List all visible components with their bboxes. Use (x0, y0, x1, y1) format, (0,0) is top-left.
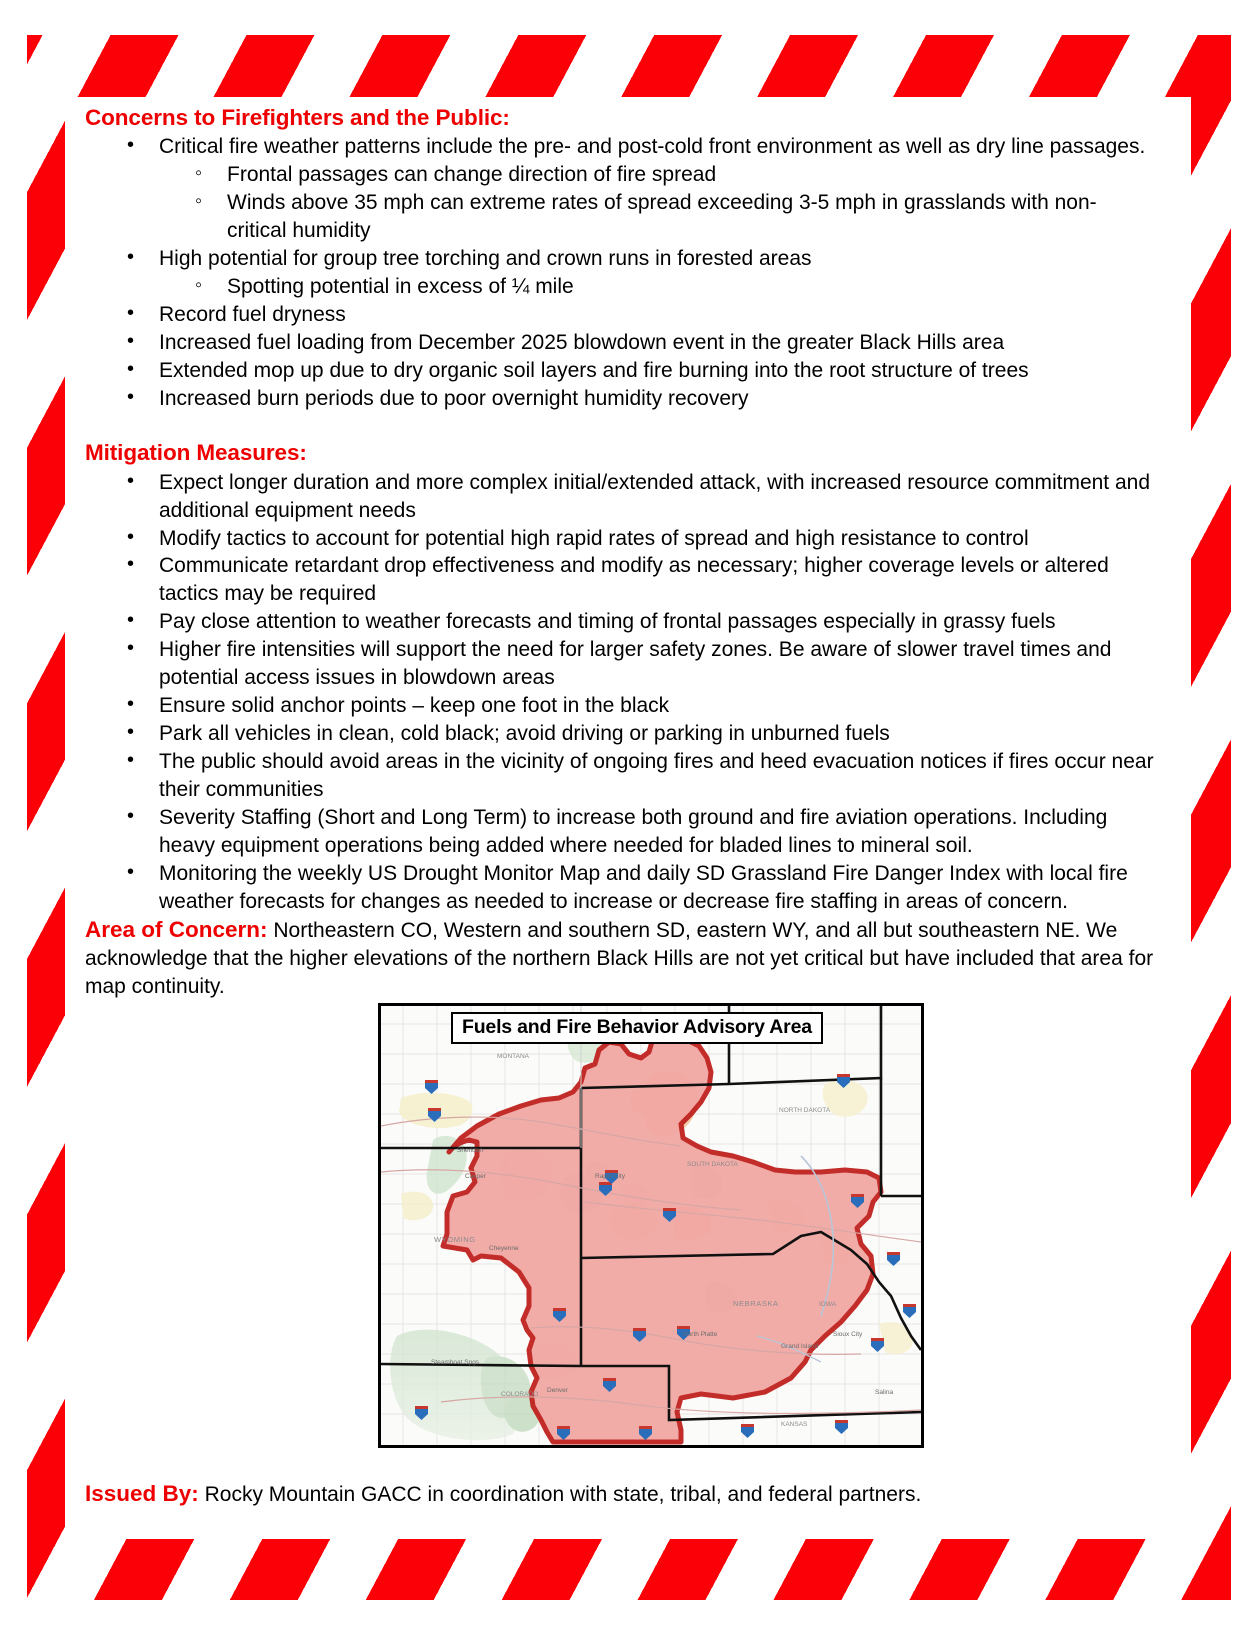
svg-text:Casper: Casper (465, 1173, 486, 1180)
map-title: Fuels and Fire Behavior Advisory Area (451, 1012, 823, 1044)
section-heading-mitigation: Mitigation Measures: (85, 440, 307, 466)
list-item: ◦ Spotting potential in excess of ¼ mile (195, 273, 1155, 301)
svg-text:Sheridan: Sheridan (457, 1147, 484, 1154)
issued-by (85, 1479, 1135, 1509)
mitigation-list (85, 469, 1155, 916)
svg-text:NORTH DAKOTA: NORTH DAKOTA (779, 1107, 831, 1114)
list-item: • Severity Staffing (Short and Long Term) to increase both ground and fire aviation operations. Including heavy equipment operations being added where needed for bladed lines to mineral soil. (127, 804, 1155, 860)
list-item: ◦ Frontal passages can change direction of fire spread (195, 161, 1155, 189)
advisory-area-map (378, 1003, 924, 1448)
list-item: • Pay close attention to weather forecasts and timing of frontal passages especially in grassy fuels (127, 608, 1155, 636)
list-item: • Monitoring the weekly US Drought Monitor Map and daily SD Grassland Fire Danger Index with local fire weather forecasts for changes as needed to increase or decrease fire staffing in areas of concern. (127, 860, 1155, 916)
list-item: • High potential for group tree torching and crown runs in forested areas (127, 245, 1155, 273)
section-spacer (85, 412, 1155, 438)
area-of-concern-text: Northeastern CO, Western and southern SD, eastern WY, and all but southeastern NE. We acknowledge that the higher elevations of the northern Black Hills are not yet critical but have included that area for map continuity. (85, 919, 1154, 999)
svg-text:Cheyenne: Cheyenne (489, 1245, 519, 1252)
area-of-concern (85, 915, 1155, 1001)
svg-text:Grand Island: Grand Island (781, 1343, 819, 1350)
svg-text:North Platte: North Platte (683, 1331, 718, 1338)
concerns-sublist-2 (127, 273, 1155, 301)
list-item: • Critical fire weather patterns include the pre- and post-cold front environment as well as dry line passages. (127, 133, 1155, 161)
section-heading-concerns: Concerns to Firefighters and the Public: (85, 105, 510, 130)
list-item: • Extended mop up due to dry organic soil layers and fire burning into the root structure of trees (127, 357, 1155, 385)
list-item: • Communicate retardant drop effectiveness and modify as necessary; higher coverage levels or altered tactics may be required (127, 552, 1155, 608)
list-item: • Record fuel dryness (127, 301, 1155, 329)
issued-by-label: Issued By: (85, 1481, 199, 1506)
svg-text:IOWA: IOWA (819, 1301, 837, 1308)
list-item: • Increased burn periods due to poor overnight humidity recovery (127, 385, 1155, 413)
svg-text:Sioux City: Sioux City (833, 1331, 863, 1338)
list-item: • Park all vehicles in clean, cold black; avoid driving or parking in unburned fuels (127, 720, 1155, 748)
svg-text:Salina: Salina (875, 1389, 894, 1396)
svg-text:NEBRASKA: NEBRASKA (733, 1299, 779, 1308)
issued-by-text: Rocky Mountain GACC in coordination with state, tribal, and federal partners. (198, 1483, 922, 1506)
svg-text:Rapid City: Rapid City (595, 1173, 625, 1180)
list-item: • Modify tactics to account for potential high rapid rates of spread and high resistance to control (127, 525, 1155, 553)
svg-text:Steamboat Spgs: Steamboat Spgs (431, 1359, 480, 1366)
svg-text:SOUTH DAKOTA: SOUTH DAKOTA (687, 1161, 738, 1168)
area-of-concern-label: Area of Concern: (85, 917, 268, 943)
list-item: ◦ Winds above 35 mph can extreme rates of spread exceeding 3-5 mph in grasslands with non-critical humidity (195, 189, 1155, 245)
svg-text:KANSAS: KANSAS (781, 1421, 808, 1428)
svg-text:COLORADO: COLORADO (501, 1391, 539, 1398)
concerns-sublist-1 (127, 161, 1155, 245)
list-item: • The public should avoid areas in the vicinity of ongoing fires and heed evacuation notices if fires occur near their communities (127, 748, 1155, 804)
content-body (85, 103, 1155, 1001)
svg-text:MONTANA: MONTANA (497, 1053, 530, 1060)
concerns-list (85, 133, 1155, 412)
list-item: • Expect longer duration and more complex initial/extended attack, with increased resource commitment and additional equipment needs (127, 469, 1155, 525)
list-item: • Ensure solid anchor points – keep one foot in the black (127, 692, 1155, 720)
svg-text:Denver: Denver (547, 1387, 568, 1394)
map-graphic (381, 1006, 921, 1445)
list-item: • Higher fire intensities will support the need for larger safety zones. Be aware of slower travel times and potential access issues in blowdown areas (127, 636, 1155, 692)
list-item: • Increased fuel loading from December 2025 blowdown event in the greater Black Hills area (127, 329, 1155, 357)
svg-text:WYOMING: WYOMING (434, 1235, 476, 1244)
